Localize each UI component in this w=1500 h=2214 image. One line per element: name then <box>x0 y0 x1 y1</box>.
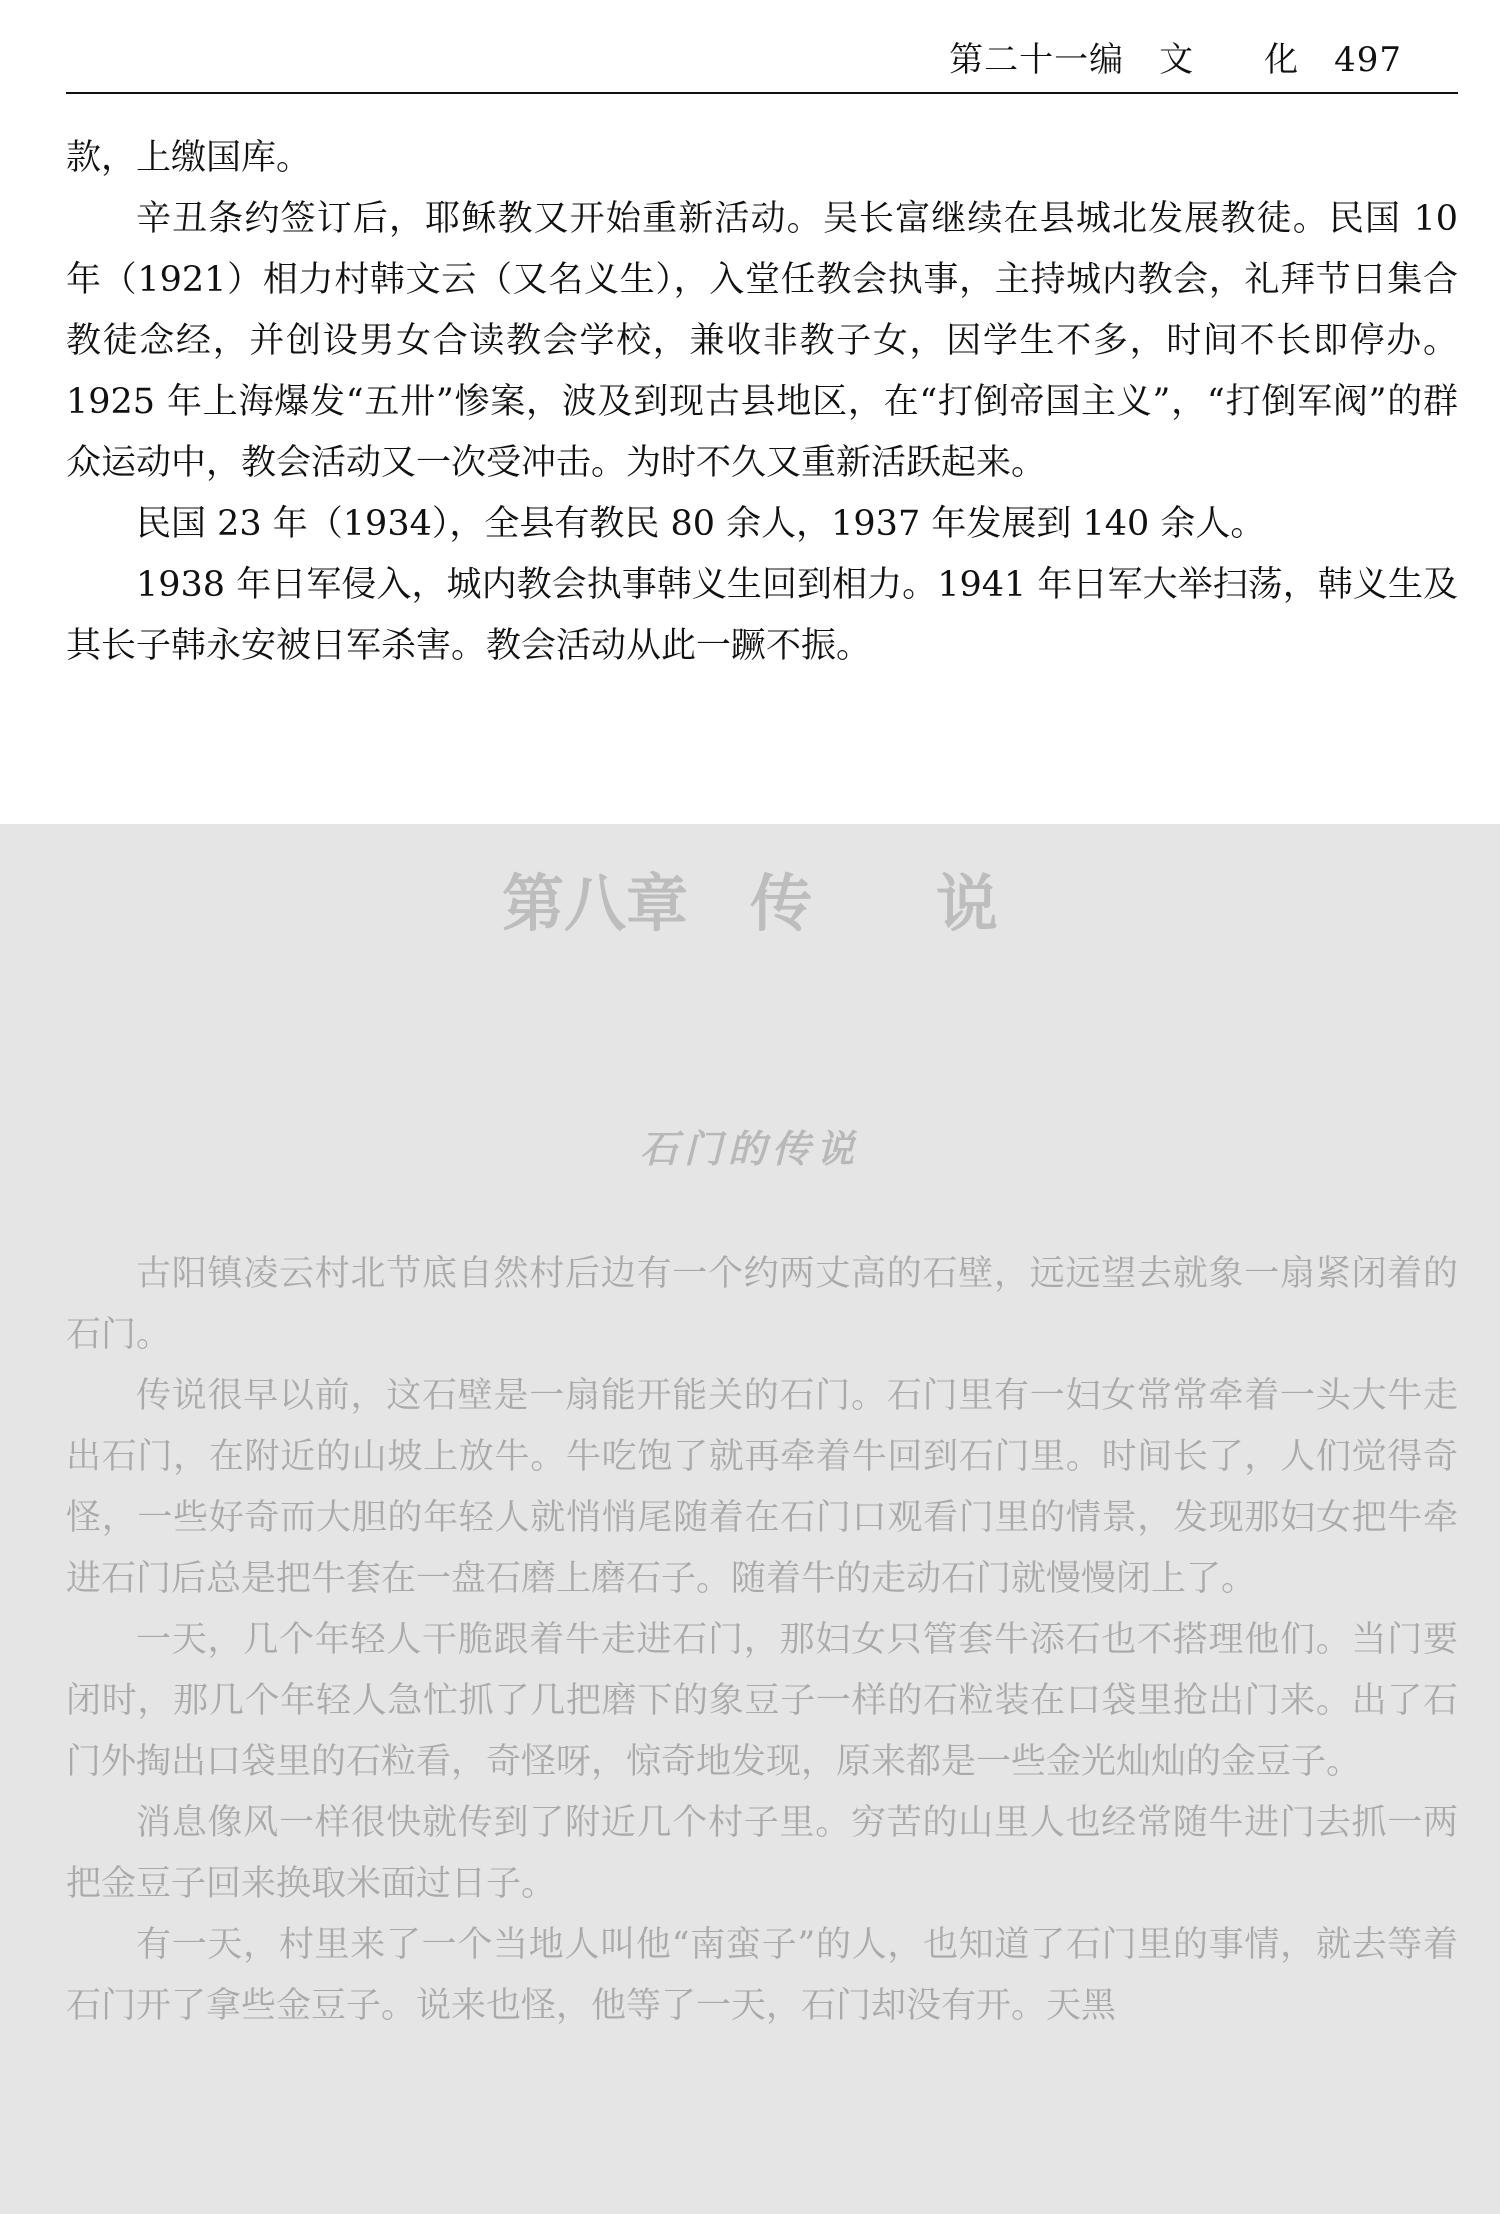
page-header <box>66 36 1458 92</box>
paragraph: 款，上缴国库。 <box>66 138 312 178</box>
story-title: 石门的传说 <box>639 1126 860 1171</box>
chapter-title: 第八章 传 说 <box>501 867 998 940</box>
running-header: 第二十一编 文 化 497 <box>949 40 1402 80</box>
header-rule <box>66 92 1458 94</box>
paragraph: 民国 23 年（1934），全县有教民 80 余人，1937 年发展到 140 余人。 <box>136 504 1266 544</box>
story-body-text <box>66 1244 1458 2037</box>
paragraph: 有一天，村里来了一个当地人叫他“南蛮子”的人，也知道了石门里的事情，就去等着石门开了拿些金豆子。说来也怪，他等了一天，石门却没有开。天黑 <box>66 1925 1458 2026</box>
paragraph: 传说很早以前，这石壁是一扇能开能关的石门。石门里有一妇女常常牵着一头大牛走出石门，在附近的山坡上放牛。牛吃饱了就再牵着牛回到石门里。时间长了，人们觉得奇怪，一些好奇而大胆的年轻人就悄悄尾随着在石门口观看门里的情景，发现那妇女把牛牵进石门后总是把牛套在一盘石磨上磨石子。随着牛的走动石门就慢慢闭上了。 <box>66 1376 1458 1599</box>
paragraph: 古阳镇凌云村北节底自然村后边有一个约两丈高的石壁，远远望去就象一扇紧闭着的石门。 <box>66 1254 1458 1355</box>
paragraph: 消息像风一样很快就传到了附近几个村子里。穷苦的山里人也经常随牛进门去抓一两把金豆子回来换取米面过日子。 <box>66 1803 1458 1904</box>
paragraph: 1938 年日军侵入，城内教会执事韩义生回到相力。1941 年日军大举扫荡，韩义生及其长子韩永安被日军杀害。教会活动从此一蹶不振。 <box>66 565 1458 666</box>
paragraph: 辛丑条约签订后，耶稣教又开始重新活动。吴长富继续在县城北发展教徒。民国 10 年（1921）相力村韩文云（又名义生），入堂任教会执事，主持城内教会，礼拜节日集合教徒念经，并创设男女合读教会学校，兼收非教子女，因学生不多，时间不长即停办。1925 年上海爆发“五卅”惨案，波及到现古县地区，在“打倒帝国主义”，“打倒军阀”的群众运动中，教会活动又一次受冲击。为时不久又重新活跃起来。 <box>66 199 1458 483</box>
chapter-section <box>0 824 1500 2214</box>
paragraph: 一天，几个年轻人干脆跟着牛走进石门，那妇女只管套牛添石也不搭理他们。当门要闭时，那几个年轻人急忙抓了几把磨下的象豆子一样的石粒装在口袋里抢出门来。出了石门外掏出口袋里的石粒看，奇怪呀，惊奇地发现，原来都是一些金光灿灿的金豆子。 <box>66 1620 1458 1782</box>
top-body-text <box>66 128 1458 677</box>
